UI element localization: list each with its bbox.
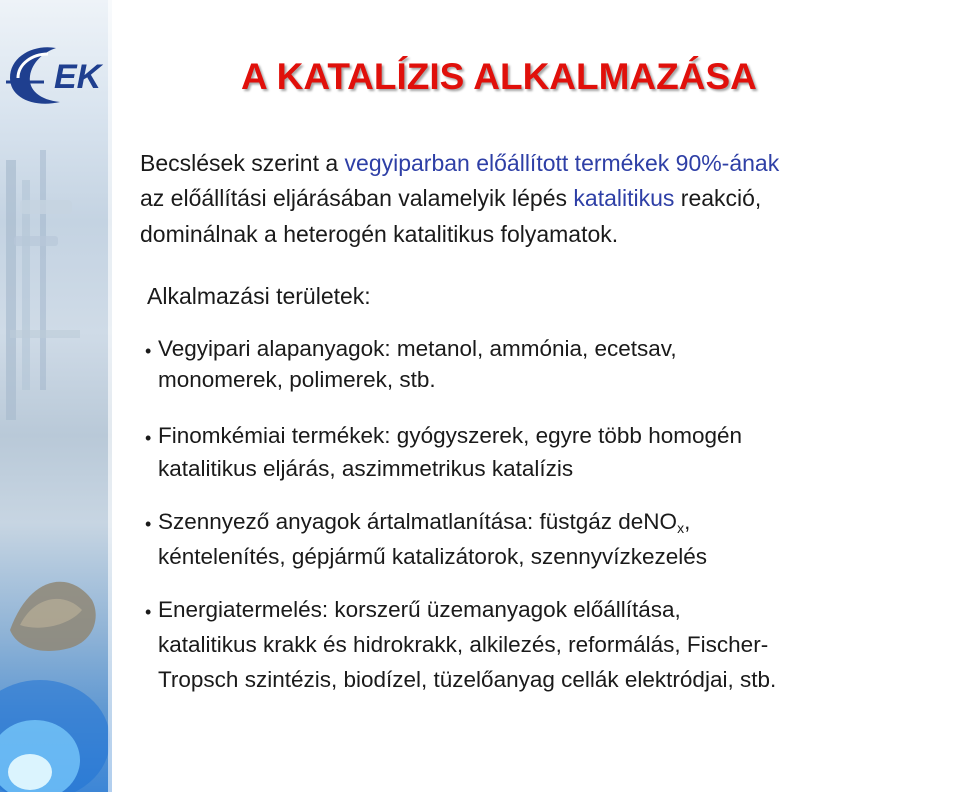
list-item-text: Szennyező anyagok ártalmatlanítása: füstgáz deNO (158, 509, 678, 534)
list-item-line: Energiatermelés: korszerű üzemanyagok előállítása, (158, 597, 681, 622)
intro-highlight: vegyiparban előállított termékek 90%-ának (344, 150, 780, 176)
ek-logo-icon (4, 38, 122, 110)
intro-text: az előállítási eljárásában valamelyik lépés (140, 185, 574, 211)
list-item-line: katalitikus krakk és hidrokrakk, alkilezés, reformálás, Fischer- (158, 632, 769, 657)
bullet-icon: • (145, 602, 152, 622)
bullet-icon: • (145, 428, 152, 448)
intro-line-3: dominálnak a heterogén katalitikus folyamatok. (140, 221, 619, 247)
list-item-line: monomerek, polimerek, stb. (158, 367, 436, 392)
intro-highlight: katalitikus (573, 185, 675, 211)
industrial-photo-collage (0, 0, 112, 792)
subscript: x (677, 520, 685, 536)
institution-logo (4, 38, 122, 110)
list-item-line: Vegyipari alapanyagok: metanol, ammónia, ecetsav, (158, 336, 677, 361)
list-item-line: katalitikus eljárás, aszimmetrikus katalízis (158, 456, 574, 481)
list-item-line (158, 508, 690, 536)
slide-title: A KATALÍZIS ALKALMAZÁSA (241, 56, 757, 97)
bullet-icon: • (145, 514, 152, 534)
list-item-line: Finomkémiai termékek: gyógyszerek, egyre több homogén (158, 423, 743, 448)
list-item-text: , (684, 509, 691, 534)
side-image-strip (0, 0, 112, 792)
section-heading: Alkalmazási területek: (147, 283, 371, 309)
intro-text: reakció, (674, 185, 762, 211)
svg-text:EK: EK (54, 58, 102, 96)
intro-line-2 (140, 184, 761, 212)
bullet-icon: • (145, 341, 152, 361)
intro-line-1 (140, 149, 779, 177)
list-item-line: kéntelenítés, gépjármű katalizátorok, szennyvízkezelés (158, 544, 708, 569)
list-item-line: Tropsch szintézis, biodízel, tüzelőanyag cellák elektródjai, stb. (158, 667, 777, 692)
intro-text: Becslések szerint a (140, 150, 345, 176)
